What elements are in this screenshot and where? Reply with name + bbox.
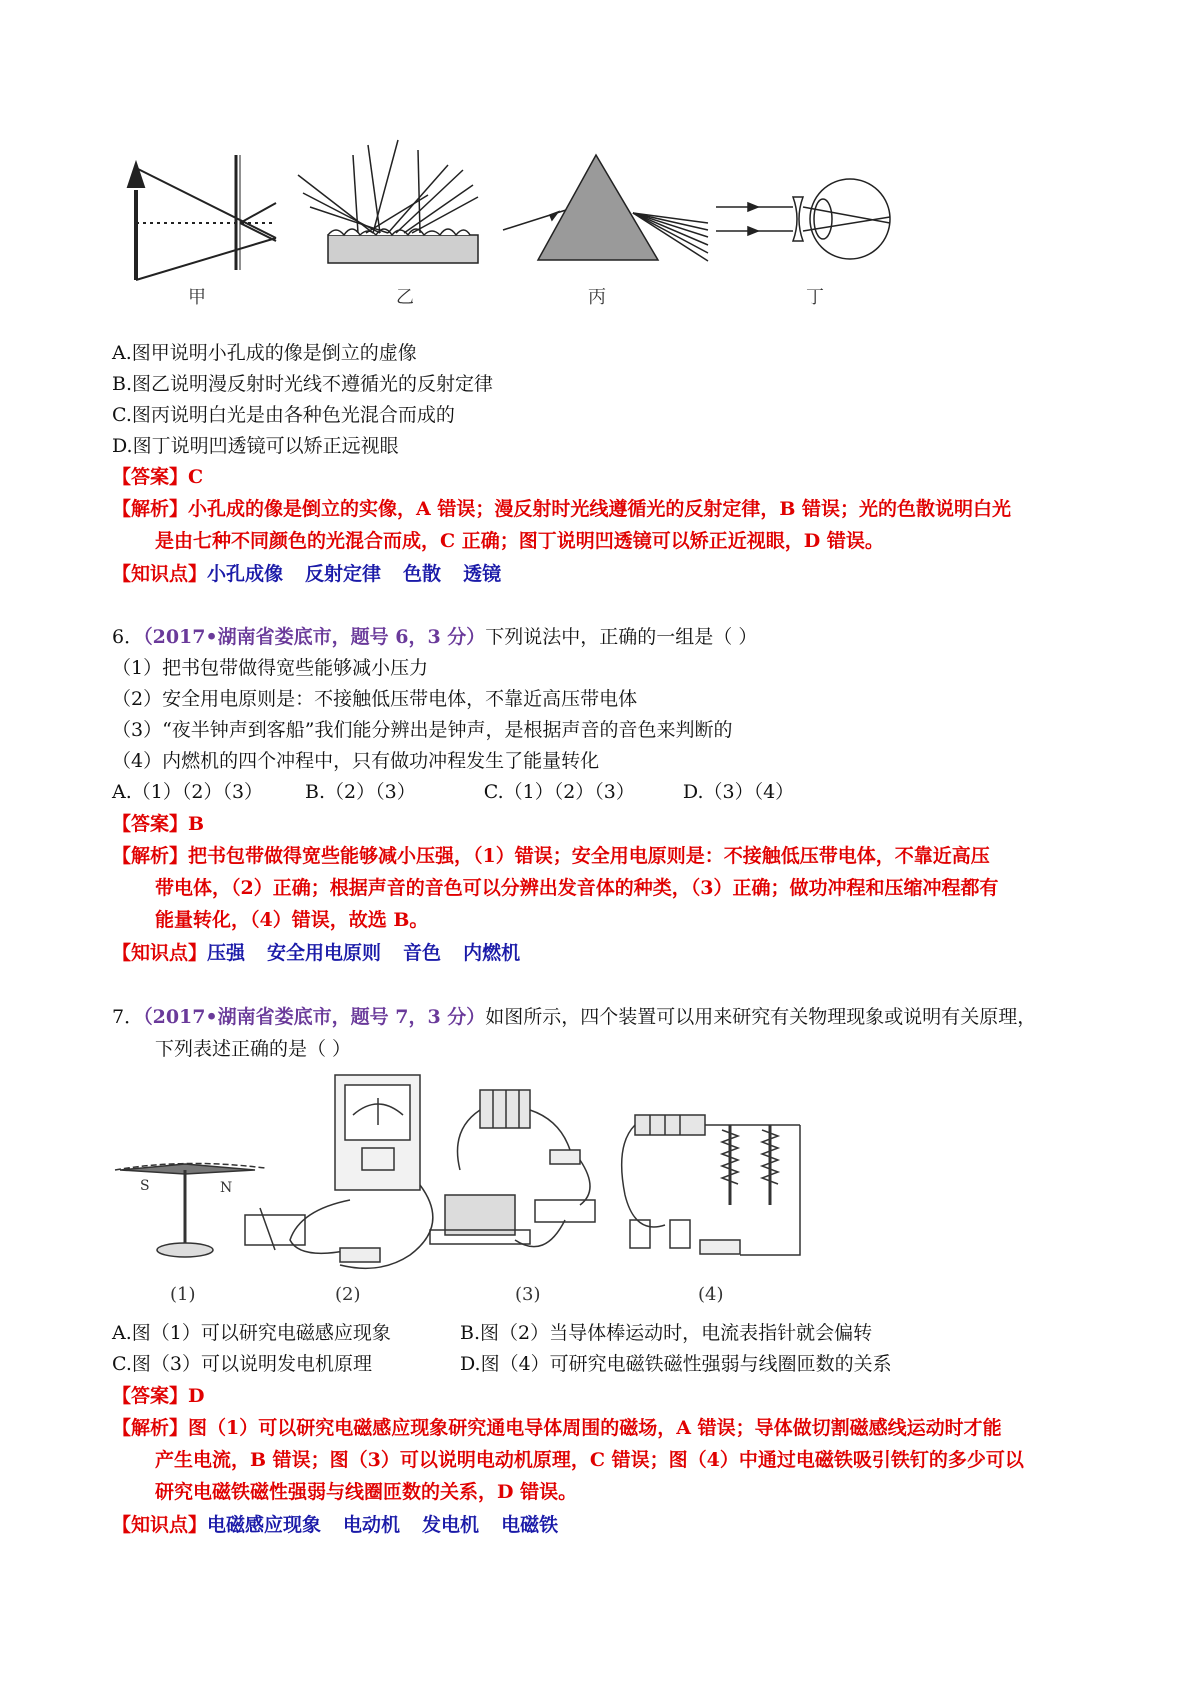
- question-number: 7．: [112, 1006, 144, 1028]
- q5-knowledge-points: [112, 559, 523, 589]
- kp-item: 反射定律: [305, 563, 382, 585]
- q6-knowledge-points: [112, 938, 542, 968]
- kp-item: 小孔成像: [207, 563, 284, 585]
- caption-3: (3): [515, 1284, 541, 1305]
- q6-answer: [112, 809, 204, 839]
- q6-option-a: A.（1）（2）（3）: [112, 781, 264, 803]
- q6-option-b: B.（2）（3）: [305, 781, 416, 803]
- q6-analysis-cont-1: 带电体，（2）正确；根据声音的音色可以分辨出发音体的种类，（3）正确；做功冲程和压缩冲程都有: [155, 877, 999, 899]
- q6-statement-3: （3）“夜半钟声到客船”我们能分辨出是钟声，是根据声音的音色来判断的: [112, 719, 733, 741]
- analysis-text: 把书包带做得宽些能够减小压强，（1）错误；安全用电原则是：不接触低压带电体，不靠近高压: [188, 845, 990, 867]
- caption-jia: 甲: [188, 287, 206, 308]
- kp-item: 色散: [403, 563, 442, 585]
- question-stem: 下列说法中，正确的一组是（ ）: [485, 626, 758, 648]
- q5-analysis-cont: 是由七种不同颜色的光混合而成，C 正确；图丁说明凹透镜可以矫正近视眼，D 错误。: [155, 530, 884, 552]
- answer-value: D: [188, 1385, 205, 1407]
- question-source: （2017•湖南省娄底市，题号 6，3 分）: [143, 626, 486, 648]
- q7-analysis: [112, 1413, 1002, 1443]
- q6-statement-4: （4）内燃机的四个冲程中，只有做功冲程发生了能量转化: [112, 750, 600, 772]
- answer-label: 【答案】: [112, 466, 189, 488]
- q7-option-b: B.图（2）当导体棒运动时，电流表指针就会偏转: [460, 1322, 873, 1344]
- answer-value: C: [188, 466, 204, 488]
- q6-option-d: D.（3）（4）: [682, 781, 795, 803]
- q7-knowledge-points: [112, 1510, 580, 1540]
- caption-1: (1): [170, 1284, 196, 1305]
- q7-analysis-cont-1: 产生电流，B 错误；图（3）可以说明电动机原理，C 错误；图（4）中通过电磁铁吸引铁钉的多少可以: [155, 1449, 1024, 1471]
- q7-option-c: C.图（3）可以说明发电机原理: [112, 1353, 372, 1375]
- question-stem: 如图所示，四个装置可以用来研究有关物理现象或说明有关原理，: [485, 1006, 1037, 1028]
- figure-bing: [503, 155, 708, 261]
- kp-item: 内燃机: [463, 942, 521, 964]
- q5-option-c: C.图丙说明白光是由各种色光混合而成的: [112, 404, 455, 426]
- answer-label: 【答案】: [112, 1385, 189, 1407]
- electromagnetism-figure: [110, 1070, 870, 1310]
- figure-1-compass: [115, 1163, 265, 1257]
- figure-2-galvanometer: [245, 1075, 433, 1268]
- analysis-label: 【解析】: [112, 845, 189, 867]
- optics-figure: [118, 135, 898, 310]
- analysis-text: 图（1）可以研究电磁感应现象研究通电导体周围的磁场，A 错误；导体做切割磁感线运动时才能: [188, 1417, 1002, 1439]
- q7-header: [112, 1002, 1036, 1032]
- question-number: 6．: [112, 626, 144, 648]
- kp-item: 压强: [207, 942, 246, 964]
- q6-header: [112, 622, 757, 652]
- q7-answer: [112, 1381, 205, 1411]
- figure-ding: [716, 179, 890, 259]
- q7-stem-cont: 下列表述正确的是（ ）: [155, 1038, 352, 1060]
- kp-label: 【知识点】: [112, 942, 208, 964]
- q6-options: [112, 777, 794, 807]
- q5-option-b: B.图乙说明漫反射时光线不遵循光的反射定律: [112, 373, 494, 395]
- figure-3-motor: [430, 1090, 595, 1247]
- kp-item: 发电机: [422, 1514, 480, 1536]
- caption-ding: 丁: [806, 287, 824, 308]
- north-label: N: [220, 1180, 233, 1196]
- q6-analysis-cont-2: 能量转化，（4）错误，故选 B。: [155, 909, 429, 931]
- analysis-label: 【解析】: [112, 498, 189, 520]
- q6-statement-1: （1）把书包带做得宽些能够减小压力: [112, 657, 429, 679]
- q7-analysis-cont-2: 研究电磁铁磁性强弱与线圈匝数的关系，D 错误。: [155, 1481, 578, 1503]
- kp-item: 电磁铁: [501, 1514, 559, 1536]
- answer-label: 【答案】: [112, 813, 189, 835]
- kp-label: 【知识点】: [112, 563, 208, 585]
- analysis-label: 【解析】: [112, 1417, 189, 1439]
- caption-yi: 乙: [396, 287, 414, 308]
- q5-option-d: D.图丁说明凹透镜可以矫正远视眼: [112, 435, 399, 457]
- kp-item: 电动机: [343, 1514, 401, 1536]
- q5-answer: [112, 462, 203, 492]
- question-source: （2017•湖南省娄底市，题号 7，3 分）: [143, 1006, 486, 1028]
- answer-value: B: [188, 813, 205, 835]
- q7-option-d: D.图（4）可研究电磁铁磁性强弱与线圈匝数的关系: [460, 1353, 892, 1375]
- q6-option-c: C.（1）（2）（3）: [483, 781, 635, 803]
- kp-item: 电磁感应现象: [207, 1514, 322, 1536]
- figure-yi: [298, 140, 478, 263]
- q5-option-a: A.图甲说明小孔成的像是倒立的虚像: [112, 342, 417, 364]
- q6-statement-2: （2）安全用电原则是：不接触低压带电体，不靠近高压带电体: [112, 688, 638, 710]
- kp-item: 透镜: [463, 563, 502, 585]
- q5-analysis: [112, 494, 1011, 524]
- figure-4-electromagnet: [622, 1115, 800, 1255]
- q6-analysis: [112, 841, 990, 871]
- q7-option-a: A.图（1）可以研究电磁感应现象: [112, 1322, 391, 1344]
- south-label: S: [140, 1178, 150, 1194]
- caption-bing: 丙: [588, 287, 606, 308]
- caption-4: (4): [698, 1284, 724, 1305]
- figure-jia: [128, 155, 276, 280]
- kp-item: 安全用电原则: [267, 942, 382, 964]
- analysis-text: 小孔成的像是倒立的实像，A 错误；漫反射时光线遵循光的反射定律，B 错误；光的色散说明白光: [188, 498, 1012, 520]
- caption-2: (2): [335, 1284, 361, 1305]
- kp-label: 【知识点】: [112, 1514, 208, 1536]
- kp-item: 音色: [403, 942, 442, 964]
